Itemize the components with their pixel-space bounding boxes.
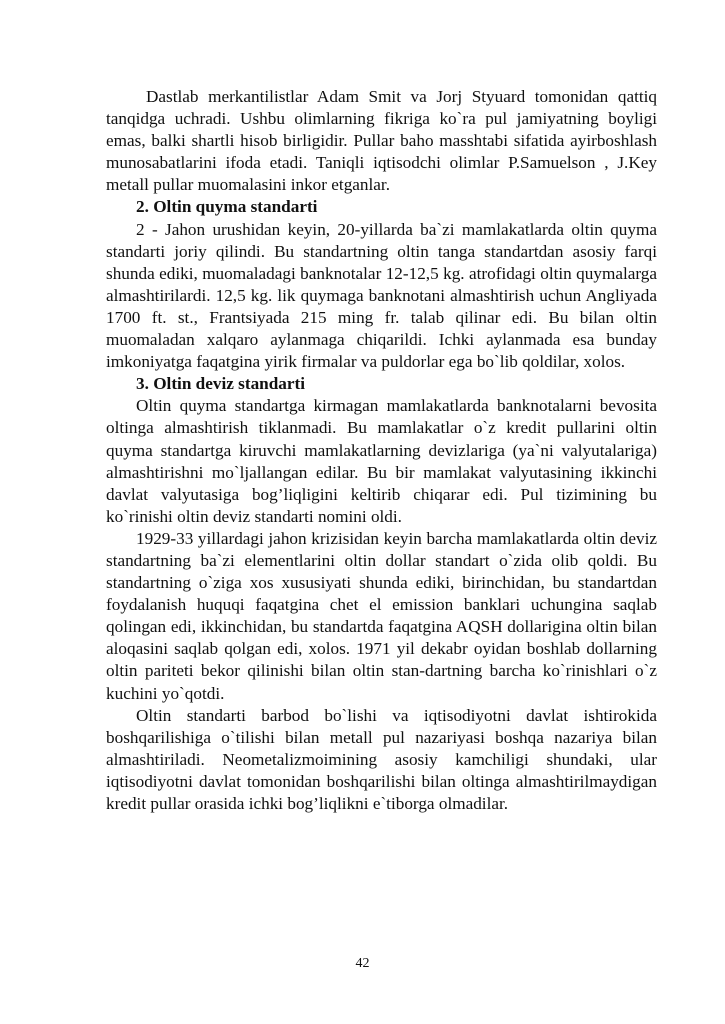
page-content [106, 86, 657, 815]
paragraph-gold-exchange-standard: Oltin quyma standartga kirmagan mamlakatlarda banknotalarni bevosita oltinga almashtirish tiklanmadi. Bu mamlakatlar o`z kredit pullarini oltin quyma standartga kiruvchi mamlakatlarning devizlariga (ya`ni valyutalariga) almashtirishni mo`ljallangan edilar. Bu bir mamlakat valyutasining ikkinchi davlat valyutasiga bog’liqligini keltirib chiqarar edi. Pul tizimining bu ko`rinishi oltin deviz standarti nomini oldi. [106, 396, 657, 526]
section-heading-gold-bullion-standard: 2. Oltin quyma standarti [136, 197, 318, 217]
paragraph-gold-bullion-standard: 2 - Jahon urushidan keyin, 20-yillarda ba`zi mamlakatlarda oltin quyma standarti joriy qilindi. Bu standartning oltin tanga standartdan asosiy farqi shunda ediki, muomaladagi banknotalar 12-12,5 kg. atrofidagi oltin quymalarga almashtirilardi. 12,5 kg. lik quymaga banknotani almashtirish uchun Angliyada 1700 ft. st., Frantsiyada 215 ming fr. talab qilinar edi. Bu bilan oltin muomaladan xalqaro aylanmaga chiqarildi. Ichki aylanmada esa bunday imkoniyatga faqatgina yirik firmalar va puldorlar ega bo`lib qoldilar, xolos. [106, 219, 657, 372]
paragraph-metal-theory: Oltin standarti barbod bo`lishi va iqtisodiyotni davlat ishtirokida boshqarilishiga o`tilishi bilan metall pul nazariyasi boshqa nazariya bilan almashtiriladi. Neometalizmoimining asosiy kamchiligi shundaki, ular iqtisodiyotni davlat tomonidan boshqarilishi bilan oltinga almashtirilmaydigan kredit pullar orasida ichki bog’liqlikni e`tiborga olmadilar. [106, 705, 657, 813]
section-heading-gold-exchange-standard: 3. Oltin deviz standarti [136, 374, 306, 394]
page-number: 42 [355, 956, 370, 971]
paragraph-intro: Dastlab merkantilistlar Adam Smit va Jorj Styuard tomonidan qattiq tanqidga uchradi. Ushbu olimlarning fikriga ko`ra pul jamiyatning boyligi emas, balki shartli hisob birligidir. Pullar baho masshtabi sifatida ayirboshlash munosabatlarini ifoda etadi. Taniqli iqtisodchi olimlar P.Samuelson , J.Key metall pullar muomalasini inkor etganlar. [106, 87, 657, 195]
paragraph-crisis-1929: 1929-33 yillardagi jahon krizisidan keyin barcha mamlakatlarda oltin deviz standartning ba`zi elementlarini oltin dollar standart o`zida olib qoldi. Bu standartning o`ziga xos xususiyati shunda ediki, birinchidan, bu standartdan foydalanish huquqi faqatgina chet el emission banklari uchungina saqlab qolingan edi, ikkinchidan, bu standartda faqatgina AQSH dollarigina oltin bilan aloqasini saqlab qolgan edi, xolos. 1971 yil dekabr oyidan boshlab dollarning oltin pariteti bekor qilinishi bilan oltin stan-dartning barcha ko`rinishlari o`z kuchini yo`qotdi. [106, 528, 657, 703]
